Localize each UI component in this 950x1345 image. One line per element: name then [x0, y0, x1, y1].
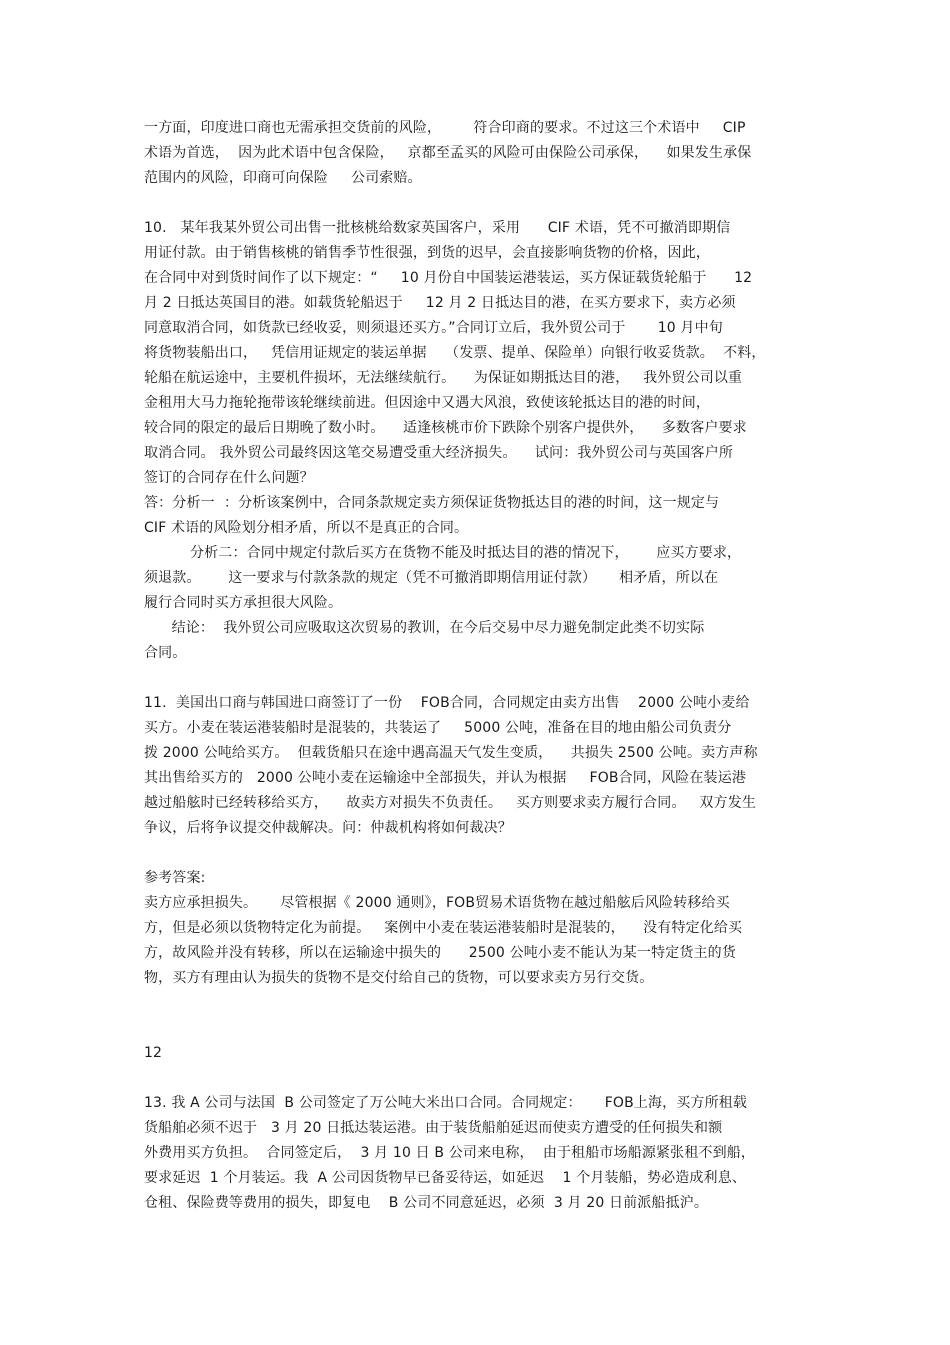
text-line: 月 2 日抵达英国目的港。如载货轮船迟于 12 月 2 日抵达目的港，在买方要求下，卖方必须 — [144, 295, 736, 311]
text-line: 买方。小麦在装运港装船时是混装的，共装运了 5000 公吨，准备在目的地由船公司负责分 — [144, 720, 732, 736]
text-line: 方，故风险并没有转移，所以在运输途中损失的 2500 公吨小麦不能认为某一特定货主的货 — [144, 945, 736, 961]
text-line: 卖方应承担损失。 尽管根据《 2000 通则》，FOB贸易术语货物在越过船舷后风险转移给买 — [144, 895, 730, 911]
text-line: 轮船在航运途中，主要机件损坏，无法继续航行。 为保证如期抵达目的港， 我外贸公司以重 — [144, 370, 743, 386]
text-line: 在合同中对到货时间作了以下规定：“ 10 月份自中国装运港装运，买方保证载货轮船于 12 — [144, 270, 753, 286]
text-line: 13. 我 A 公司与法国 B 公司签定了万公吨大米出口合同。合同规定： FOB上海，买方所租载 — [144, 1095, 748, 1111]
text-line: 履行合同时买方承担很大风险。 — [144, 595, 343, 611]
text-line: 用证付款。由于销售核桃的销售季节性很强，到货的迟早，会直接影响货物的价格，因此， — [144, 245, 710, 261]
text-line: 金租用大马力拖轮拖带该轮继续前进。但因途中又遇大风浪，致使该轮抵达目的港的时间， — [144, 395, 710, 411]
text-line: 10. 某年我某外贸公司出售一批核桃给数家英国客户，采用 CIF 术语，凭不可撤消即期信 — [144, 220, 731, 236]
text-line: 仓租、保险费等费用的损失，即复电 B 公司不同意延迟，必须 3 月 20 日前派船抵沪。 — [144, 1195, 709, 1211]
text-line: 方，但是必须以货物特定化为前提。 案例中小麦在装运港装船时是混装的， 没有特定化给买 — [144, 920, 743, 936]
text-line: 一方面，印度进口商也无需承担交货前的风险， 符合印商的要求。不过这三个术语中 CIP — [144, 120, 746, 136]
text-line: 分析二：合同中规定付款后买方在货物不能及时抵达目的港的情况下， 应买方要求， — [144, 545, 742, 561]
text-line: 结论： 我外贸公司应吸取这次贸易的教训，在今后交易中尽力避免制定此类不切实际 — [144, 620, 705, 636]
text-line: 越过船舷时已经转移给买方， 故卖方对损失不负责任。 买方则要求卖方履行合同。 双方发生 — [144, 795, 756, 811]
text-line: 12 — [144, 1045, 163, 1061]
text-line: 货船舶必须不迟于 3 月 20 日抵达装运港。由于装货船舶延迟而使卖方遭受的任何损失和额 — [144, 1120, 723, 1136]
text-line: 签订的合同存在什么问题？ — [144, 470, 314, 486]
text-line: 同意取消合同，如货款已经收妥，则须退还买方。”合同订立后，我外贸公司于 10 月中旬 — [144, 320, 723, 336]
text-line: 合同。 — [144, 645, 187, 661]
text-line: CIF 术语的风险划分相矛盾，所以不是真正的合同。 — [144, 520, 469, 536]
text-line: 其出售给买方的 2000 公吨小麦在运输途中全部损失，并认为根据 FOB合同，风险在装运港 — [144, 770, 747, 786]
text-line: 将货物装船出口， 凭信用证规定的装运单据 （发票、提单、保险单）向银行收妥货款。 不料， — [144, 345, 766, 361]
text-line: 物，买方有理由认为损失的货物不是交付给自己的货物，可以要求卖方另行交货。 — [144, 970, 654, 986]
text-line: 要求延迟 1 个月装运。我 A 公司因货物早已备妥待运，如延迟 1 个月装船，势必造成利息、 — [144, 1170, 746, 1186]
text-line: 较合同的限定的最后日期晚了数小时。 适逢核桃市价下跌除个别客户提供外， 多数客户要求 — [144, 420, 747, 436]
text-line: 答：分析一 ：分析该案例中，合同条款规定卖方须保证货物抵达目的港的时间，这一规定与 — [144, 495, 720, 511]
text-line: 须退款。 这一要求与付款条款的规定（凭不可撤消即期信用证付款） 相矛盾，所以在 — [144, 570, 719, 586]
text-line: 范围内的风险，印商可向保险 公司索赔。 — [144, 170, 422, 186]
text-line: 11. 美国出口商与韩国进口商签订了一份 FOB合同，合同规定由卖方出售 2000 公吨小麦给 — [144, 695, 750, 711]
text-line: 取消合同。 我外贸公司最终因这笔交易遭受重大经济损失。 试问：我外贸公司与英国客户所 — [144, 445, 733, 461]
text-line: 争议，后将争议提交仲裁解决。问：仲裁机构将如何裁决？ — [144, 820, 512, 836]
text-line: 拨 2000 公吨给买方。 但载货船只在途中遇高温天气发生变质， 共损失 2500 公吨。卖方声称 — [144, 745, 758, 761]
text-line: 术语为首选， 因为此术语中包含保险， 京都至孟买的风险可由保险公司承保， 如果发生承保 — [144, 145, 752, 161]
text-line: 外费用买方负担。 合同签定后， 3 月 10 日 B 公司来电称， 由于租船市场船源紧张租不到船， — [144, 1145, 756, 1161]
text-line: 参考答案: — [144, 870, 206, 886]
